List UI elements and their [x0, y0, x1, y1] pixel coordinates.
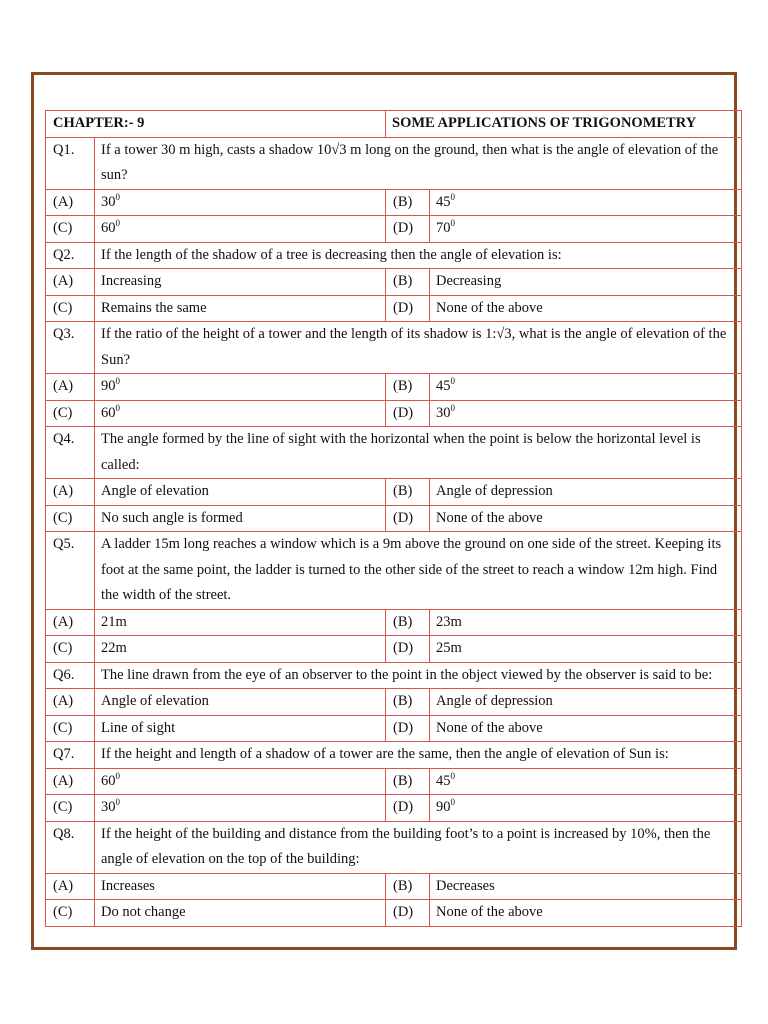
option-row: [46, 715, 742, 742]
option-text: [95, 609, 386, 636]
option-value: 21m: [101, 613, 127, 630]
option-text: [430, 269, 742, 296]
option-label: (B): [386, 269, 430, 296]
option-label: (C): [46, 900, 95, 927]
question-text: If the length of the shadow of a tree is decreasing then the angle of elevation is:: [95, 242, 742, 269]
degree-superscript: 0: [450, 376, 455, 387]
option-text: [430, 374, 742, 401]
option-value: Do not change: [101, 904, 186, 920]
option-label: (A): [46, 768, 95, 795]
option-row: [46, 768, 742, 795]
option-label: (D): [386, 715, 430, 742]
option-row: [46, 689, 742, 716]
degree-superscript: 0: [115, 191, 120, 202]
option-text: [95, 795, 386, 822]
question-number: Q8.: [46, 821, 95, 873]
question-row: [46, 427, 742, 479]
degree-superscript: 0: [115, 402, 120, 413]
chapter-title: SOME APPLICATIONS OF TRIGONOMETRY: [386, 111, 742, 138]
option-text: [95, 689, 386, 716]
option-label: (A): [46, 189, 95, 216]
option-label: (A): [46, 269, 95, 296]
option-value: 60: [101, 772, 116, 789]
option-text: [95, 400, 386, 427]
option-label: (C): [46, 636, 95, 663]
question-text: If the height and length of a shadow of a tower are the same, then the angle of elevation of Sun is:: [95, 742, 742, 769]
option-value: 60: [101, 220, 116, 236]
option-label: (D): [386, 295, 430, 322]
question-number: Q7.: [46, 742, 95, 769]
option-row: [46, 636, 742, 663]
question-number: Q3.: [46, 322, 95, 374]
option-label: (D): [386, 900, 430, 927]
option-text: [95, 374, 386, 401]
option-row: [46, 479, 742, 506]
chapter-label: CHAPTER:- 9: [46, 111, 386, 138]
option-value: 30: [436, 404, 451, 421]
option-text: [95, 216, 386, 243]
question-row: [46, 821, 742, 873]
option-value: 45: [436, 378, 451, 394]
question-table: [45, 110, 742, 927]
option-text: [95, 189, 386, 216]
option-text: [95, 295, 386, 322]
question-number: Q4.: [46, 427, 95, 479]
question-number: Q6.: [46, 662, 95, 689]
question-row: [46, 662, 742, 689]
option-label: (A): [46, 479, 95, 506]
option-text: [430, 479, 742, 506]
option-label: (B): [386, 479, 430, 506]
option-label: (B): [386, 873, 430, 900]
option-label: (D): [386, 795, 430, 822]
option-value: 60: [101, 404, 116, 421]
option-value: Angle of depression: [436, 693, 553, 709]
option-label: (A): [46, 873, 95, 900]
degree-superscript: 0: [115, 770, 120, 781]
option-label: (D): [386, 636, 430, 663]
option-value: None of the above: [436, 904, 543, 920]
degree-superscript: 0: [450, 770, 455, 781]
degree-superscript: 0: [450, 797, 455, 808]
option-value: 30: [101, 193, 116, 210]
question-row: [46, 532, 742, 610]
option-text: [95, 505, 386, 532]
option-text: [430, 636, 742, 663]
header-row: [46, 111, 742, 138]
option-value: 45: [436, 772, 451, 789]
option-label: (B): [386, 609, 430, 636]
option-value: Decreasing: [436, 273, 502, 289]
option-text: [95, 768, 386, 795]
option-text: [95, 715, 386, 742]
option-label: (B): [386, 768, 430, 795]
option-label: (D): [386, 400, 430, 427]
option-label: (B): [386, 189, 430, 216]
degree-superscript: 0: [115, 376, 120, 387]
option-value: Increases: [101, 877, 155, 894]
option-text: [430, 609, 742, 636]
question-text: The line drawn from the eye of an observer to the point in the object viewed by the observer is said to be:: [95, 662, 742, 689]
option-label: (B): [386, 689, 430, 716]
option-label: (C): [46, 505, 95, 532]
question-text: If the height of the building and distance from the building foot’s to a point is increased by 10%, then the angle of elevation on the top of the building:: [95, 821, 742, 873]
option-row: [46, 505, 742, 532]
option-value: None of the above: [436, 719, 543, 736]
option-row: [46, 400, 742, 427]
option-text: [430, 795, 742, 822]
option-text: [430, 900, 742, 927]
option-value: Angle of depression: [436, 483, 553, 499]
question-row: [46, 322, 742, 374]
degree-superscript: 0: [115, 218, 120, 229]
option-label: (A): [46, 689, 95, 716]
option-value: 23m: [436, 613, 462, 630]
option-value: Angle of elevation: [101, 693, 209, 709]
option-row: [46, 609, 742, 636]
option-text: [430, 216, 742, 243]
option-value: 22m: [101, 640, 127, 656]
option-text: [430, 295, 742, 322]
degree-superscript: 0: [450, 191, 455, 202]
option-value: 45: [436, 193, 451, 210]
option-text: [430, 873, 742, 900]
option-row: [46, 900, 742, 927]
option-label: (C): [46, 216, 95, 243]
degree-superscript: 0: [450, 402, 455, 413]
option-text: [95, 269, 386, 296]
option-row: [46, 795, 742, 822]
option-label: (D): [386, 505, 430, 532]
option-text: [95, 479, 386, 506]
question-row: [46, 242, 742, 269]
option-value: None of the above: [436, 509, 543, 526]
option-label: (A): [46, 609, 95, 636]
degree-superscript: 0: [115, 797, 120, 808]
option-label: (A): [46, 374, 95, 401]
option-label: (B): [386, 374, 430, 401]
option-value: None of the above: [436, 299, 543, 316]
option-label: (C): [46, 795, 95, 822]
option-text: [430, 400, 742, 427]
option-row: [46, 295, 742, 322]
question-number: Q1.: [46, 137, 95, 189]
option-value: Decreases: [436, 877, 495, 894]
option-label: (C): [46, 400, 95, 427]
option-value: 30: [101, 799, 116, 815]
option-row: [46, 216, 742, 243]
option-text: [430, 505, 742, 532]
option-text: [95, 873, 386, 900]
question-text: A ladder 15m long reaches a window which is a 9m above the ground on one side of the street. Keeping its foot at the same point, the ladder is turned to the other side of the street to reach a window 12m high. Find the width of the street.: [95, 532, 742, 610]
option-text: [430, 689, 742, 716]
option-value: 90: [436, 799, 451, 815]
option-value: Angle of elevation: [101, 483, 209, 499]
option-row: [46, 873, 742, 900]
option-value: 70: [436, 220, 451, 236]
question-row: [46, 742, 742, 769]
option-text: [430, 715, 742, 742]
option-value: No such angle is formed: [101, 509, 243, 526]
option-value: Increasing: [101, 273, 162, 289]
option-label: (C): [46, 295, 95, 322]
question-text: The angle formed by the line of sight with the horizontal when the point is below the horizontal level is called:: [95, 427, 742, 479]
option-value: Line of sight: [101, 719, 176, 736]
option-text: [95, 636, 386, 663]
option-value: 90: [101, 378, 116, 394]
option-text: [430, 189, 742, 216]
degree-superscript: 0: [450, 218, 455, 229]
question-text: If a tower 30 m high, casts a shadow 10√3 m long on the ground, then what is the angle of elevation of the sun?: [95, 137, 742, 189]
option-label: (D): [386, 216, 430, 243]
option-row: [46, 374, 742, 401]
question-number: Q2.: [46, 242, 95, 269]
option-value: 25m: [436, 640, 462, 656]
question-number: Q5.: [46, 532, 95, 610]
option-value: Remains the same: [101, 299, 207, 316]
option-text: [95, 900, 386, 927]
option-row: [46, 269, 742, 296]
option-row: [46, 189, 742, 216]
option-label: (C): [46, 715, 95, 742]
option-text: [430, 768, 742, 795]
question-text: If the ratio of the height of a tower and the length of its shadow is 1:√3, what is the angle of elevation of the Sun?: [95, 322, 742, 374]
question-row: [46, 137, 742, 189]
